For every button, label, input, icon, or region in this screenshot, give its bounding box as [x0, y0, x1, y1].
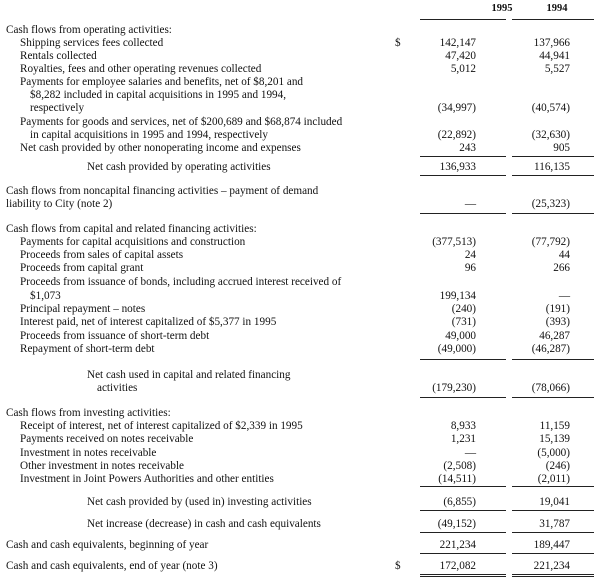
row-label: Interest paid, net of interest capitalized of $5,377 in 1995 — [20, 316, 277, 328]
row-label: respectively — [30, 102, 85, 114]
statement-row — [0, 50, 600, 63]
value-1995: (22,892) — [437, 129, 476, 141]
value-1994: (40,574) — [531, 102, 570, 114]
statement-row — [0, 560, 600, 573]
statement-row — [0, 496, 600, 509]
statement-row — [0, 262, 600, 275]
currency-symbol: $ — [395, 560, 401, 572]
value-1994: (5,000) — [537, 447, 570, 459]
statement-row — [0, 290, 600, 303]
row-label: Cash and cash equivalents, end of year (note 3) — [6, 560, 218, 572]
row-label: in capital acquisitions in 1995 and 1994, respectively — [30, 129, 268, 141]
statement-row — [0, 316, 600, 329]
value-1995: — — [464, 447, 476, 459]
value-1995: 221,234 — [439, 539, 476, 551]
row-label: Repayment of short-term debt — [20, 343, 155, 355]
value-1995: 24 — [464, 249, 476, 261]
row-label: Cash flows from capital and related financing activities: — [6, 223, 257, 235]
value-1995: 8,933 — [450, 420, 476, 432]
subtotal-rule-1995 — [420, 359, 506, 360]
row-label: Payments for goods and services, net of $200,689 and $68,874 included — [20, 116, 343, 128]
row-label: Payments received on notes receivable — [20, 433, 194, 445]
value-1994: (32,630) — [531, 129, 570, 141]
value-1994: (393) — [545, 316, 570, 328]
subtotal-rule-1994 — [512, 510, 594, 511]
statement-row — [0, 330, 600, 343]
statement-row — [0, 382, 600, 395]
row-label: Cash flows from operating activities: — [6, 24, 172, 36]
value-1995: (731) — [451, 316, 476, 328]
value-1994: 221,234 — [533, 560, 570, 572]
row-label: Receipt of interest, net of interest capitalized of $2,339 in 1995 — [20, 420, 303, 432]
subtotal-rule-1994 — [512, 553, 594, 554]
subtotal-rule-1994 — [512, 359, 594, 360]
statement-row — [0, 185, 600, 198]
value-1995: (179,230) — [432, 382, 476, 394]
value-1994: 905 — [553, 142, 570, 154]
statement-row — [0, 116, 600, 129]
value-1994: 266 — [553, 262, 570, 274]
row-label: $8,282 included in capital acquisitions in 1995 and 1994, — [30, 89, 287, 101]
row-label: Investment in Joint Powers Authorities and other entities — [20, 473, 274, 485]
column-header-1995: 1995 — [491, 3, 513, 14]
statement-row — [0, 460, 600, 473]
value-1995: 47,420 — [445, 50, 476, 62]
row-label: Net cash provided by (used in) investing activities — [87, 496, 312, 508]
row-label: Cash and cash equivalents, beginning of year — [6, 539, 209, 551]
value-1994: 5,527 — [544, 63, 570, 75]
row-label: Principal repayment – notes — [20, 303, 146, 315]
value-1995: 136,933 — [439, 161, 476, 173]
row-label: $1,073 — [30, 290, 61, 302]
value-1995: 1,231 — [450, 433, 476, 445]
subtotal-rule-1995 — [420, 486, 506, 487]
row-label: Proceeds from issuance of short-term debt — [20, 330, 210, 342]
statement-row — [0, 24, 600, 37]
value-1994: 15,139 — [539, 433, 570, 445]
statement-row — [0, 142, 600, 155]
value-1995: 142,147 — [439, 37, 476, 49]
row-label: Other investment in notes receivable — [20, 460, 185, 472]
value-1994: 116,135 — [534, 161, 570, 173]
subtotal-rule-1994 — [512, 156, 594, 157]
row-label: liability to City (note 2) — [6, 198, 113, 210]
subtotal-rule-1995 — [420, 397, 506, 398]
value-1994: 31,787 — [539, 518, 570, 530]
subtotal-rule-1995 — [420, 213, 506, 214]
statement-row — [0, 37, 600, 50]
row-label: Royalties, fees and other operating revenues collected — [20, 63, 262, 75]
value-1994: 44,941 — [539, 50, 570, 62]
subtotal-rule-1994 — [512, 397, 594, 398]
value-1995: (377,513) — [432, 236, 476, 248]
statement-row — [0, 447, 600, 460]
value-1995: — — [464, 198, 476, 210]
value-1994: 46,287 — [539, 330, 570, 342]
value-1995: (14,511) — [438, 473, 476, 485]
value-1995: 49,000 — [445, 330, 476, 342]
row-label: Shipping services fees collected — [20, 37, 164, 49]
statement-row — [0, 539, 600, 552]
value-1995: (34,997) — [437, 102, 476, 114]
value-1994: (78,066) — [531, 382, 570, 394]
statement-row — [0, 518, 600, 531]
statement-row — [0, 129, 600, 142]
statement-row — [0, 420, 600, 433]
value-1995: 5,012 — [450, 63, 476, 75]
value-1995: 96 — [464, 262, 476, 274]
row-label: Net cash used in capital and related financing — [87, 369, 291, 381]
statement-row — [0, 236, 600, 249]
statement-row — [0, 473, 600, 486]
statement-row — [0, 89, 600, 102]
row-label: Investment in notes receivable — [20, 447, 157, 459]
subtotal-rule-1995 — [420, 553, 506, 554]
value-1994: (191) — [545, 303, 570, 315]
row-label: Payments for capital acquisitions and construction — [20, 236, 246, 248]
value-1994: (46,287) — [531, 343, 570, 355]
subtotal-rule-1994 — [512, 486, 594, 487]
row-label: Cash flows from noncapital financing activities – payment of demand — [6, 185, 319, 197]
statement-row — [0, 198, 600, 211]
subtotal-rule-1995 — [420, 156, 506, 157]
statement-row — [0, 407, 600, 420]
subtotal-rule-1995 — [420, 532, 506, 533]
row-label: Proceeds from capital grant — [20, 262, 144, 274]
subtotal-rule-1994 — [512, 213, 594, 214]
subtotal-rule-1995 — [420, 510, 506, 511]
value-1995: (2,508) — [443, 460, 476, 472]
value-1995: (49,152) — [437, 518, 476, 530]
value-1995: (240) — [451, 303, 476, 315]
statement-row — [0, 76, 600, 89]
statement-row — [0, 102, 600, 115]
total-double-rule-1994 — [512, 574, 594, 577]
row-label: Net cash provided by other nonoperating income and expenses — [20, 142, 301, 154]
header-underline-1995 — [420, 19, 506, 20]
value-1994: 11,159 — [539, 420, 570, 432]
value-1994: 137,966 — [533, 37, 570, 49]
value-1994: (25,323) — [531, 198, 570, 210]
header-underline-1994 — [512, 19, 594, 20]
statement-row — [0, 223, 600, 236]
statement-row — [0, 161, 600, 174]
statement-row — [0, 369, 600, 382]
value-1995: 199,134 — [439, 290, 476, 302]
value-1995: (6,855) — [443, 496, 476, 508]
value-1994: 19,041 — [539, 496, 570, 508]
subtotal-rule-1994 — [512, 532, 594, 533]
statement-row — [0, 303, 600, 316]
row-label: Payments for employee salaries and benefits, net of $8,201 and — [20, 76, 304, 88]
statement-row — [0, 433, 600, 446]
row-label: Proceeds from sales of capital assets — [20, 249, 184, 261]
value-1994: 189,447 — [533, 539, 570, 551]
row-label: activities — [97, 382, 138, 394]
subtotal-rule-1994 — [512, 175, 594, 176]
statement-row — [0, 249, 600, 262]
value-1994: (2,011) — [537, 473, 570, 485]
row-label: Proceeds from issuance of bonds, including accrued interest received of — [20, 276, 342, 288]
total-double-rule-1995 — [420, 574, 506, 577]
row-label: Net increase (decrease) in cash and cash equivalents — [87, 518, 321, 530]
value-1995: (49,000) — [437, 343, 476, 355]
value-1995: 243 — [459, 142, 476, 154]
value-1995: 172,082 — [439, 560, 476, 572]
value-1994: 44 — [558, 249, 570, 261]
currency-symbol: $ — [395, 37, 401, 49]
column-header-1994: 1994 — [546, 3, 568, 14]
value-1994: (77,792) — [531, 236, 570, 248]
row-label: Cash flows from investing activities: — [6, 407, 171, 419]
subtotal-rule-1995 — [420, 175, 506, 176]
value-1994: (246) — [545, 460, 570, 472]
statement-row — [0, 276, 600, 289]
statement-row — [0, 343, 600, 356]
row-label: Net cash provided by operating activities — [87, 161, 271, 173]
statement-row — [0, 63, 600, 76]
row-label: Rentals collected — [20, 50, 97, 62]
value-1994: — — [558, 290, 570, 302]
